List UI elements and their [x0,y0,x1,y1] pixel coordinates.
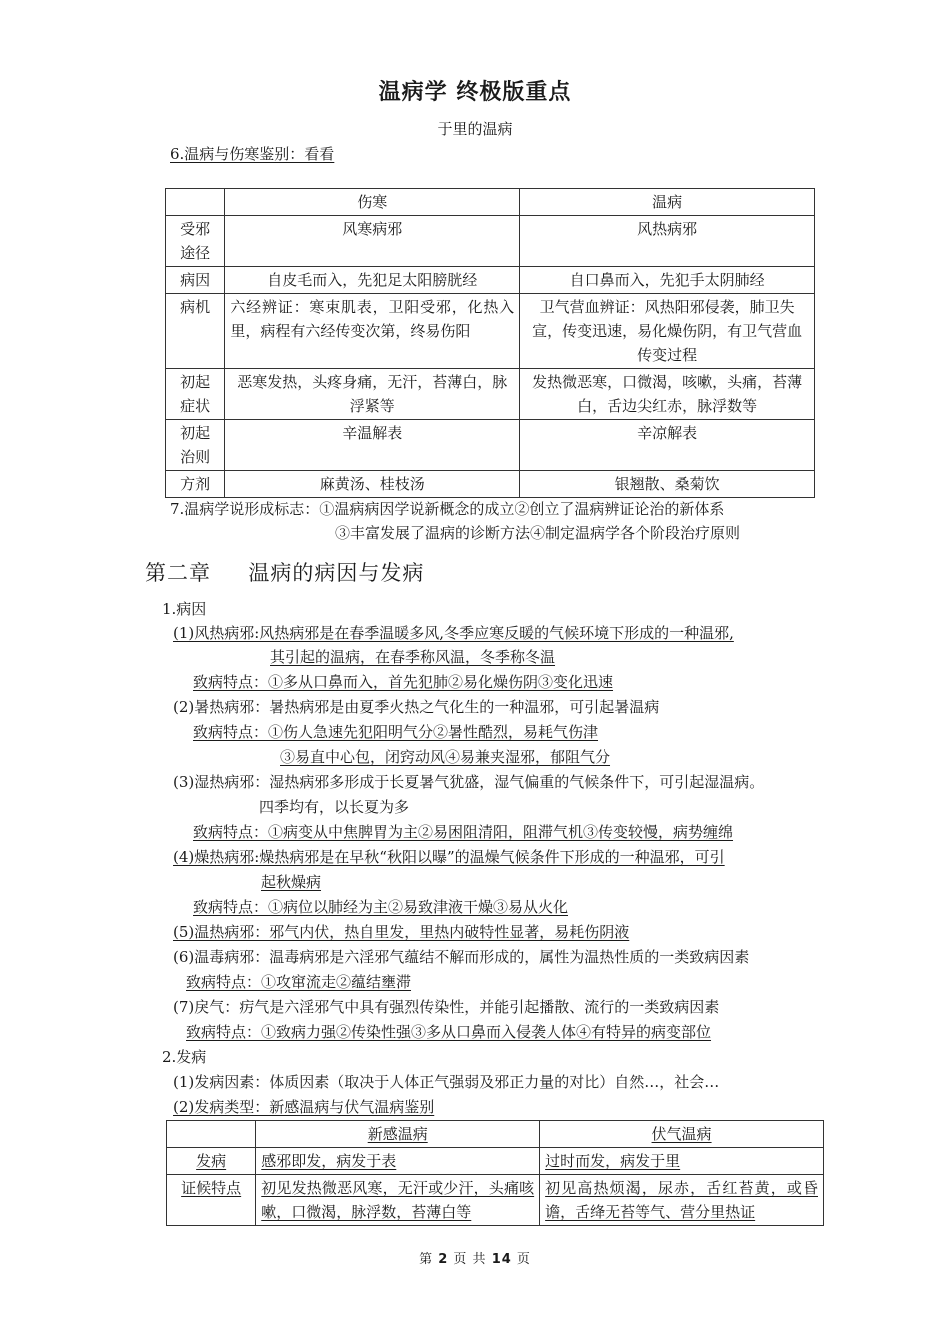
cell-xingan: 感邪即发，病发于表 [256,1148,540,1175]
column-header-fuqi: 伏气温病 [540,1121,824,1148]
liqi-line-1: (7)戾气：疠气是六淫邪气中具有强烈传染性，并能引起播散、流行的一类致病因素 [173,998,720,1016]
author-line: 于里的温病 [437,120,513,138]
wendu-line-1: (6)温毒病邪：温毒病邪是六淫邪气蕴结不解而形成的，属性为温热性质的一类致病因素 [173,948,750,966]
cell-wenbing: 风热病邪 [520,216,815,267]
footer-total-pages: 14 [491,1252,512,1267]
table-row [166,471,815,498]
onset-factors-line: (1)发病因素：体质因素（取决于人体正气强弱及邪正力量的对比）自然…，社会… [173,1073,720,1091]
cell-xingan: 初见发热微恶风寒，无汗或少汗，头痛咳嗽，口微渴，脉浮数，苔薄白等 [256,1175,540,1226]
xingan-fuqi-table [166,1120,824,1226]
cell-shanghan: 六经辨证：寒束肌表，卫阳受邪，化热入里，病程有六经传变次第，终易伤阳 [225,294,520,369]
chapter-number: 第二章 [145,561,211,585]
table-corner-cell [167,1121,256,1148]
table-row [166,294,815,369]
table-row [166,369,815,420]
footer-page-number: 2 [438,1252,449,1267]
row-label: 证候特点 [167,1175,256,1226]
cell-shanghan: 辛温解表 [225,420,520,471]
table-row [167,1148,824,1175]
row-label: 方剂 [166,471,225,498]
cell-wenbing: 卫气营血辨证：风热阳邪侵袭，肺卫失宣，传变迅速，易化燥伤阴，有卫气营血传变过程 [520,294,815,369]
row-label: 初起 治则 [166,420,225,471]
cell-shanghan: 自皮毛而入，先犯足太阳膀胱经 [225,267,520,294]
cell-wenbing: 辛凉解表 [520,420,815,471]
fengre-line-2: 其引起的温病，在春季称风温，冬季称冬温 [270,648,556,666]
cell-fuqi: 过时而发，病发于里 [540,1148,824,1175]
footer-suffix: 页 [516,1252,531,1267]
table-row [166,267,815,294]
shire-line-1: (3)湿热病邪：湿热病邪多形成于长夏暑气犹盛，湿气偏重的气候条件下，可引起湿温病。 [173,773,765,791]
footer-prefix: 第 [419,1252,434,1267]
section-7-line-2: ③丰富发展了温病的诊断方法④制定温病学各个阶段治疗原则 [335,524,741,542]
cell-wenbing: 发热微恶寒，口微渴，咳嗽，头痛，苔薄白，舌边尖红赤，脉浮数等 [520,369,815,420]
fengre-line-1: (1)风热病邪:风热病邪是在春季温暖多风,冬季应寒反暖的气候环境下形成的一种温邪, [173,624,734,642]
row-label: 病因 [166,267,225,294]
zaore-line-3: 致病特点：①病位以肺经为主②易致津液干燥③易从火化 [193,898,569,916]
fengre-line-3: 致病特点：①多从口鼻而入，首先犯肺②易化燥伤阴③变化迅速 [193,673,614,691]
wenre-line: (5)温热病邪：邪气内伏，热自里发，里热内破特性显著，易耗伤阴液 [173,923,630,941]
shure-line-2: 致病特点：①伤人急速先犯阳明气分②暑性酷烈，易耗气伤津 [193,723,599,741]
cell-wenbing: 自口鼻而入，先犯手太阴肺经 [520,267,815,294]
cell-shanghan: 风寒病邪 [225,216,520,267]
row-label: 发病 [167,1148,256,1175]
cell-fuqi: 初见高热烦渴，尿赤，舌红苔黄，或昏谵，舌绛无苔等气、营分里热证 [540,1175,824,1226]
onset-types-line: (2)发病类型：新感温病与伏气温病鉴别 [173,1098,435,1116]
row-label: 病机 [166,294,225,369]
cell-wenbing: 银翘散、桑菊饮 [520,471,815,498]
shire-line-2: 四季均有，以长夏为多 [259,798,410,816]
page-footer [0,1248,950,1267]
row-label: 初起 症状 [166,369,225,420]
table-header-row [166,189,815,216]
footer-mid: 页 共 [453,1252,487,1267]
onset-heading: 2.发病 [162,1048,207,1066]
zaore-line-1: (4)燥热病邪:燥热病邪是在早秋“秋阳以曝”的温燥气候条件下形成的一种温邪，可引 [173,848,725,866]
column-header-xingan: 新感温病 [256,1121,540,1148]
table-row [166,420,815,471]
table-row [166,216,815,267]
table-corner-cell [166,189,225,216]
section-7-line-1: 7.温病学说形成标志：①温病病因学说新概念的成立②创立了温病辨证论治的新体系 [170,500,725,518]
cell-shanghan: 恶寒发热，头疼身痛，无汗，苔薄白，脉浮紧等 [225,369,520,420]
liqi-line-2: 致病特点：①致病力强②传染性强③多从口鼻而入侵袭人体④有特异的病变部位 [186,1023,712,1041]
column-header-wenbing: 温病 [520,189,815,216]
zaore-line-2: 起秋燥病 [261,873,322,891]
row-label: 受邪 途径 [166,216,225,267]
shire-line-3: 致病特点：①病变从中焦脾胃为主②易困阻清阳，阻滞气机③传变较慢，病势缠绵 [193,823,734,841]
cause-heading: 1.病因 [162,600,207,618]
column-header-shanghan: 伤寒 [225,189,520,216]
table-row [167,1175,824,1226]
chapter-2-heading [145,557,424,587]
cell-shanghan: 麻黄汤、桂枝汤 [225,471,520,498]
wendu-line-2: 致病特点：①攻窜流走②蕴结壅滞 [186,973,412,991]
page-title: 温病学 终极版重点 [378,80,572,105]
table-header-row [167,1121,824,1148]
section-6-heading: 6.温病与伤寒鉴别：看看 [170,145,335,163]
shure-line-3: ③易直中心包，闭窍动风④易兼夹湿邪，郁阻气分 [280,748,611,766]
chapter-title: 温病的病因与发病 [248,561,425,585]
shanghan-wenbing-table [165,188,815,498]
shure-line-1: (2)暑热病邪：暑热病邪是由夏季火热之气化生的一种温邪，可引起暑温病 [173,698,660,716]
